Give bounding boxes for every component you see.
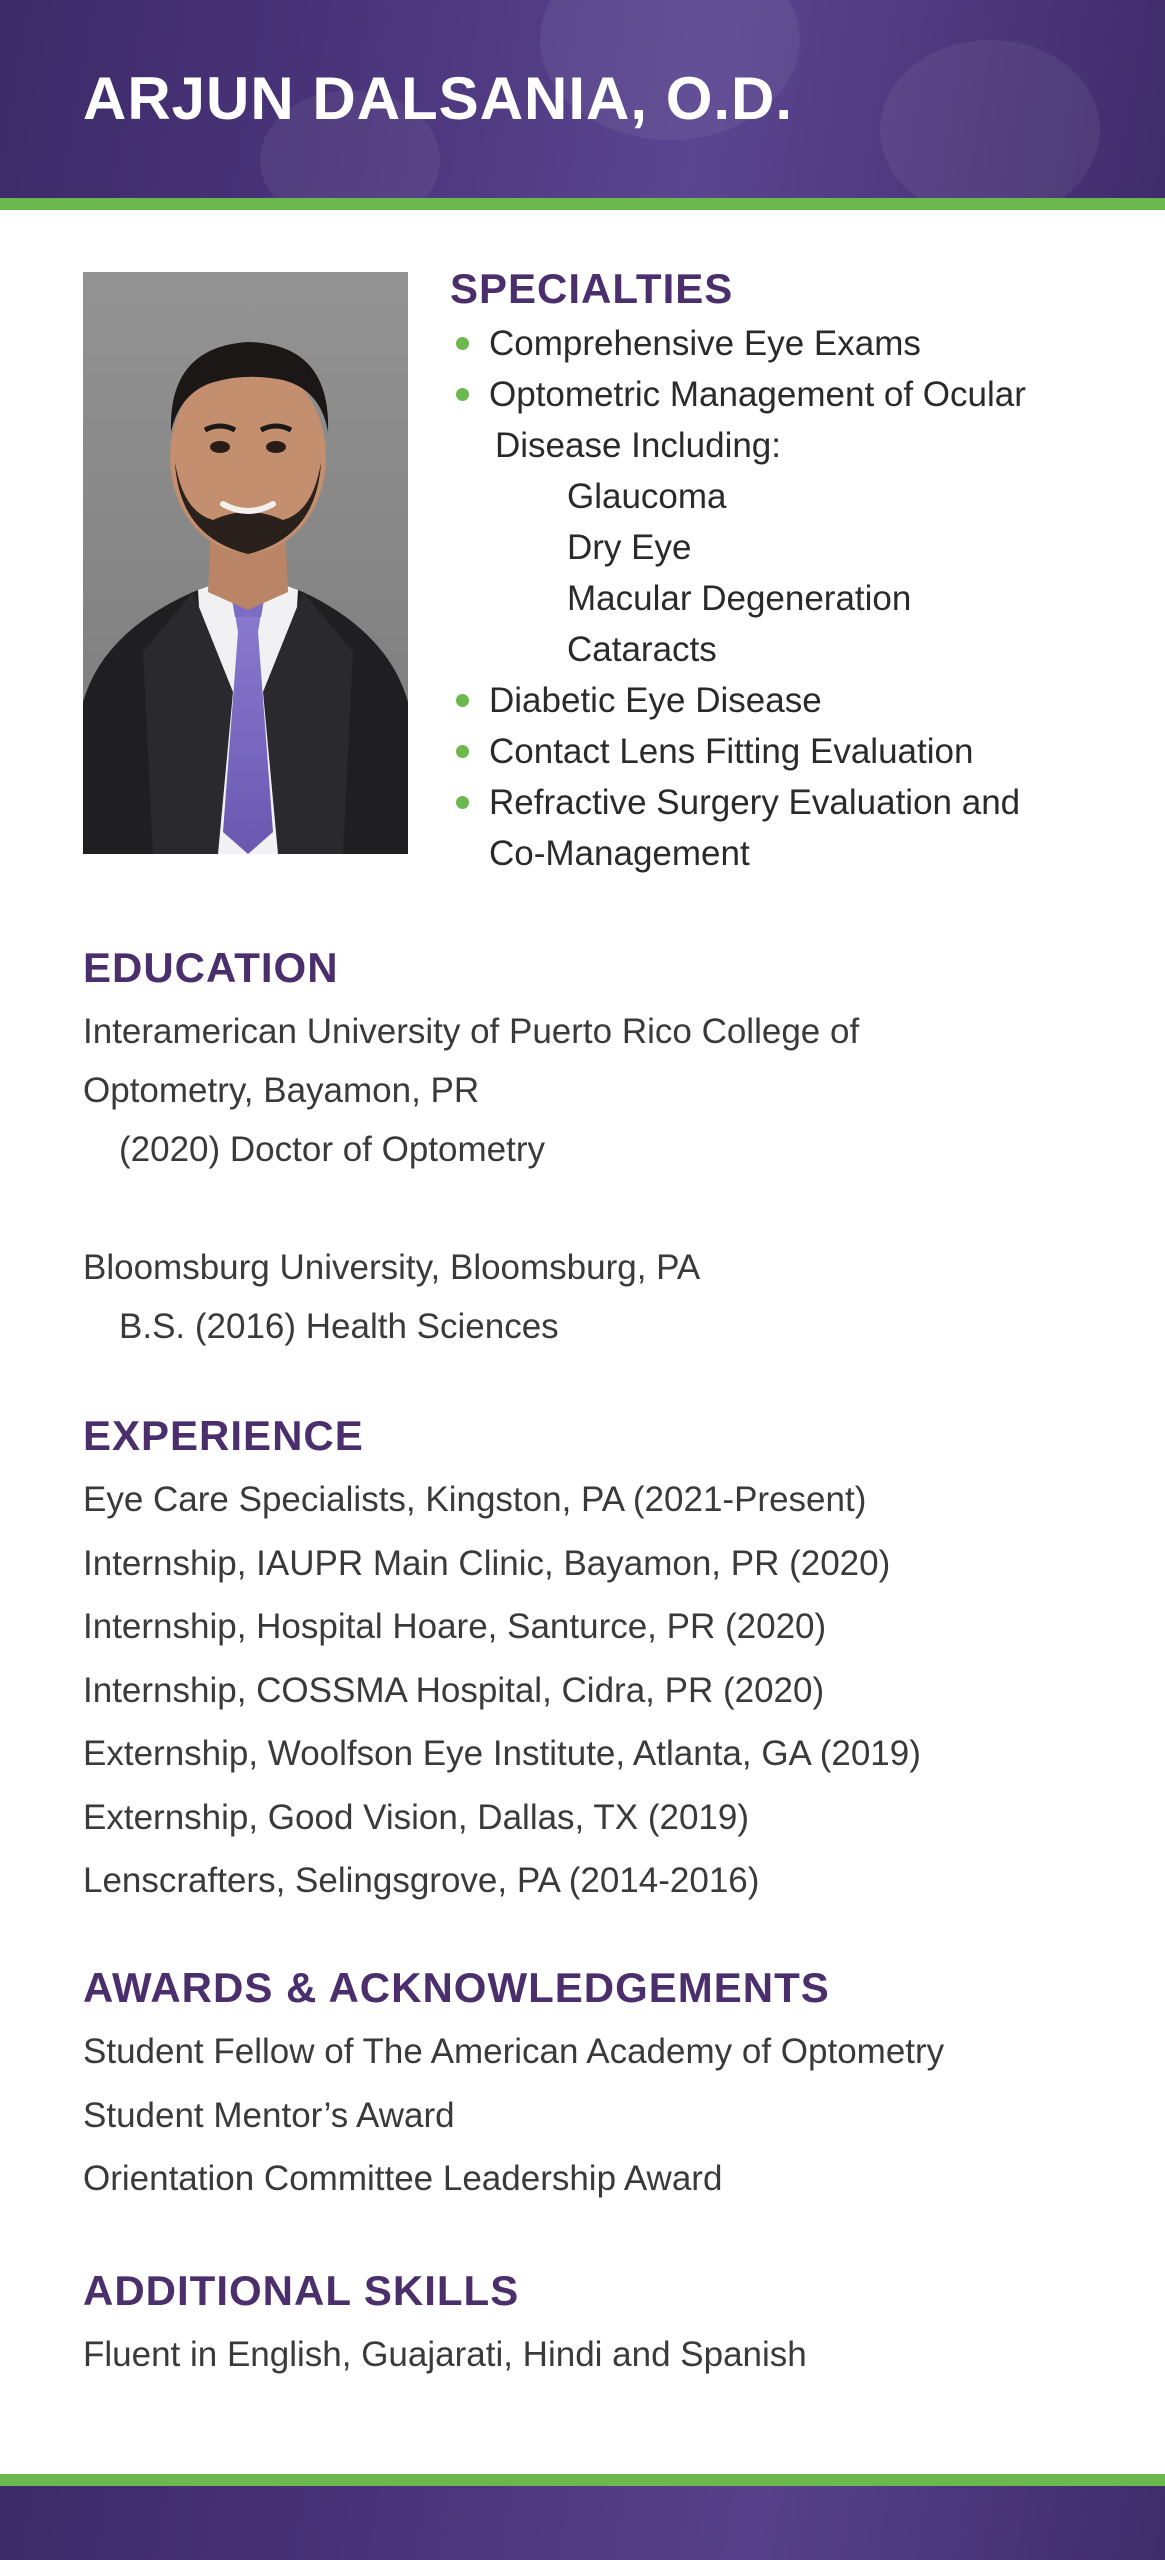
awards-heading: AWARDS & ACKNOWLEDGEMENTS	[83, 1964, 830, 2011]
specialty-label: Refractive Surgery Evaluation and	[489, 783, 1021, 822]
list-item: Externship, Good Vision, Dallas, TX (2019)	[83, 1797, 749, 1837]
specialty-label: Diabetic Eye Disease	[489, 681, 822, 720]
specialty-label-continuation: Co-Management	[489, 834, 750, 873]
experience-list	[83, 1468, 921, 1913]
bullet-icon	[456, 745, 469, 758]
list-item: Internship, IAUPR Main Clinic, Bayamon, PR (2020)	[83, 1543, 891, 1583]
specialty-subitem: Dry Eye	[567, 528, 692, 567]
education-school: Interamerican University of Puerto Rico College of	[83, 1012, 860, 1051]
specialty-subitem: Cataracts	[567, 630, 717, 669]
specialty-subitem: Macular Degeneration	[567, 579, 912, 618]
list-item	[450, 318, 1130, 369]
specialty-subitem: Glaucoma	[567, 477, 727, 516]
footer-band	[0, 2486, 1165, 2560]
bullet-icon	[456, 388, 469, 401]
bullet-icon	[456, 694, 469, 707]
specialty-label: Contact Lens Fitting Evaluation	[489, 732, 974, 771]
skills-text: Fluent in English, Guajarati, Hindi and Spanish	[83, 2335, 807, 2374]
education-degree: (2020) Doctor of Optometry	[119, 1130, 545, 1169]
awards-list	[83, 2020, 944, 2211]
education-entry	[83, 1002, 859, 1179]
specialty-label: Comprehensive Eye Exams	[489, 324, 921, 363]
list-item: Lenscrafters, Selingsgrove, PA (2014-2016)	[83, 1861, 760, 1900]
education-entry	[83, 1238, 700, 1356]
specialties-list	[450, 318, 1130, 879]
list-item: Externship, Woolfson Eye Institute, Atlanta, GA (2019)	[83, 1734, 921, 1773]
additional-skills-heading: ADDITIONAL SKILLS	[83, 2267, 520, 2314]
experience-heading: EXPERIENCE	[83, 1412, 364, 1459]
list-item: Student Fellow of The American Academy of Optometry	[83, 2032, 945, 2071]
list-item: Student Mentor’s Award	[83, 2095, 455, 2135]
list-item: Eye Care Specialists, Kingston, PA (2021-Present)	[83, 1480, 867, 1519]
specialty-label-continuation: Disease Including:	[495, 426, 781, 465]
specialty-label: Optometric Management of Ocular	[489, 375, 1026, 414]
accent-divider	[0, 198, 1165, 210]
header-band	[0, 0, 1165, 198]
header-texture	[880, 40, 1100, 198]
portrait-photo	[83, 272, 408, 854]
bullet-icon	[456, 337, 469, 350]
list-item: Orientation Committee Leadership Award	[83, 2159, 723, 2198]
list-item: Internship, COSSMA Hospital, Cidra, PR (2020)	[83, 1670, 825, 1710]
education-degree: B.S. (2016) Health Sciences	[119, 1307, 559, 1346]
education-school-continuation: Optometry, Bayamon, PR	[83, 1071, 480, 1110]
education-heading: EDUCATION	[83, 944, 339, 991]
education-school: Bloomsburg University, Bloomsburg, PA	[83, 1248, 701, 1287]
portrait-illustration	[83, 272, 408, 854]
list-item	[450, 675, 1130, 726]
page-title: ARJUN DALSANIA, O.D.	[83, 65, 794, 132]
specialties-heading: SPECIALTIES	[450, 265, 734, 312]
accent-divider	[0, 2474, 1165, 2486]
list-item	[450, 726, 1130, 777]
list-item	[450, 777, 1130, 879]
bullet-icon	[456, 796, 469, 809]
list-item	[450, 369, 1130, 675]
list-item: Internship, Hospital Hoare, Santurce, PR (2020)	[83, 1607, 827, 1646]
